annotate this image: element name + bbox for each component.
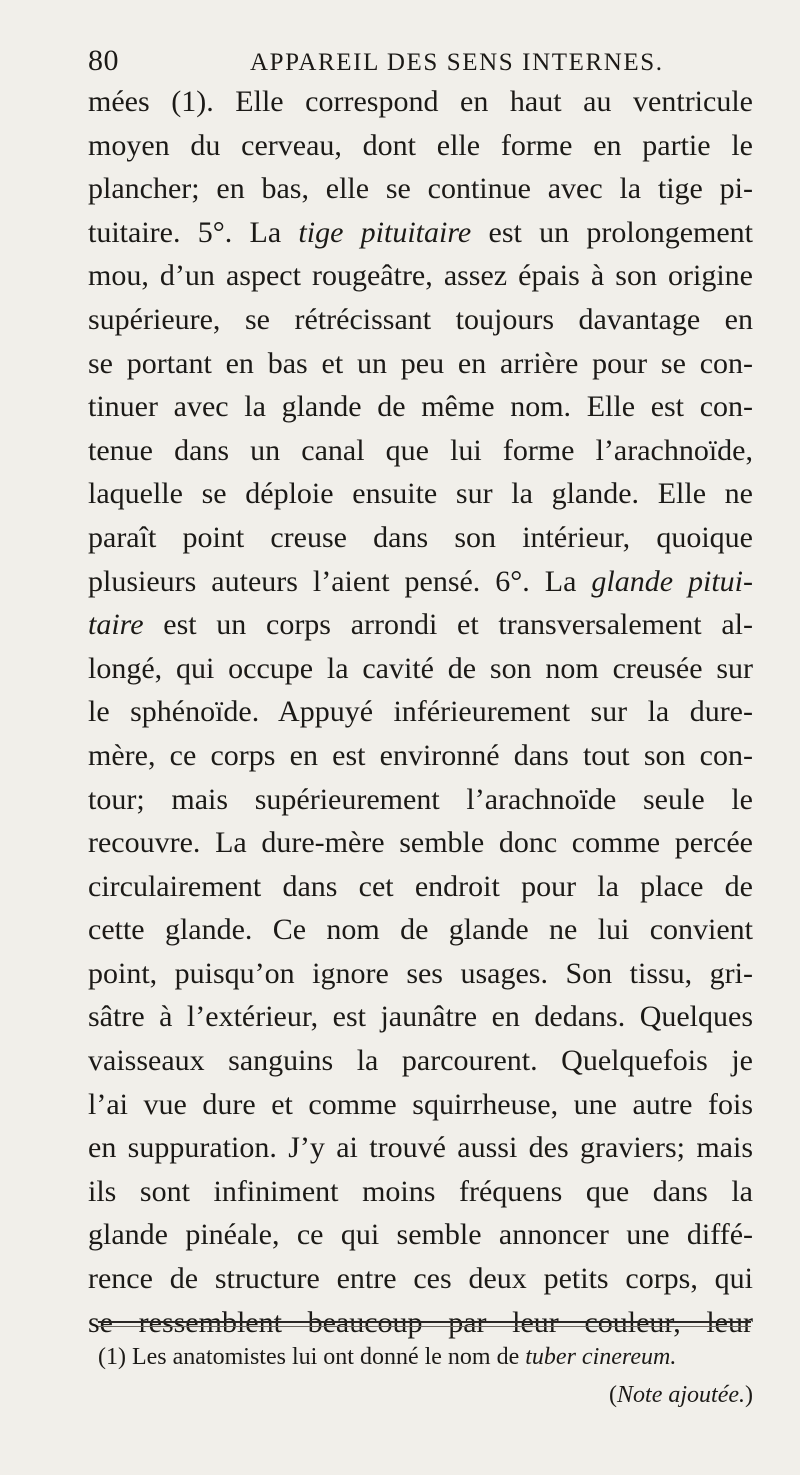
line-text: rence de structure entre ces deux petits corps, qui (88, 1262, 753, 1296)
footnote-note-line (98, 1376, 753, 1414)
line-text: circulairement dans cet endroit pour la place de (88, 869, 753, 903)
line-text: l’ai vue dure et comme squirrheuse, une autre fois (88, 1087, 753, 1121)
line-text: glande pinéale, ce qui semble annoncer une diffé- (88, 1218, 753, 1252)
text-line (88, 298, 753, 342)
footnote-line (98, 1338, 753, 1376)
footnote-paren-close: ) (745, 1382, 753, 1408)
line-text: tinuer avec la glande de même nom. Elle est con- (88, 390, 753, 424)
text-line (88, 80, 753, 124)
text-line (88, 211, 753, 255)
text-line (88, 908, 753, 952)
line-text: laquelle se déploie ensuite sur la glande. Elle ne (88, 477, 753, 511)
line-text: le sphénoïde. Appuyé inférieurement sur la dure- (88, 695, 753, 729)
line-text: cette glande. Ce nom de glande ne lui convient (88, 913, 753, 947)
line-text: paraît point creuse dans son intérieur, quoique (88, 520, 753, 554)
footnote-paren-open: ( (609, 1382, 618, 1408)
line-text: plusieurs auteurs l’aient pensé. 6°. La (88, 564, 592, 598)
text-line (88, 385, 753, 429)
text-line (88, 778, 753, 822)
line-text: supérieure, se rétrécissant toujours davantage en (88, 302, 753, 336)
text-line (88, 1170, 753, 1214)
text-line (88, 734, 753, 778)
line-text: tuitaire. 5°. La (88, 215, 299, 249)
line-text: moyen du cerveau, dont elle forme en partie le (88, 128, 753, 162)
text-line (88, 1213, 753, 1257)
line-text: tenue dans un canal que lui forme l’arachnoïde, (88, 433, 753, 467)
line-text: est un prolongement (471, 215, 753, 249)
text-line (88, 865, 753, 909)
page-number: 80 (88, 44, 119, 77)
text-line (88, 560, 753, 604)
line-text: se portant en bas et un peu en arrière pour se con- (88, 346, 753, 380)
footnote-latin-term: tuber cinereum. (525, 1344, 677, 1370)
line-text: ils sont infiniment moins fréquens que dans la (88, 1174, 753, 1208)
text-line (88, 690, 753, 734)
text-line (88, 1257, 753, 1301)
text-line (88, 516, 753, 560)
italic-term: tige pituitaire (298, 215, 472, 249)
running-head: APPAREIL DES SENS INTERNES. (250, 49, 664, 76)
text-line (88, 167, 753, 211)
line-text: se ressemblent beaucoup par leur couleur, leur (88, 1305, 753, 1339)
line-text: sâtre à l’extérieur, est jaunâtre en dedans. Quelques (88, 1000, 753, 1034)
footnote (98, 1338, 753, 1414)
text-line (88, 429, 753, 473)
line-text: vaisseaux sanguins la parcourent. Quelquefois je (88, 1044, 753, 1078)
line-text: longé, qui occupe la cavité de son nom creusée sur (88, 651, 753, 685)
page-header (88, 44, 748, 78)
line-text: est un corps arrondi et transversalement al- (143, 608, 753, 642)
text-line (88, 647, 753, 691)
text-line (88, 342, 753, 386)
footnote-added-note: Note ajoutée. (617, 1382, 745, 1408)
italic-term: taire (88, 608, 144, 642)
text-line (88, 472, 753, 516)
footnote-text: (1) Les anatomistes lui ont donné le nom de (98, 1344, 526, 1370)
text-line (88, 1126, 753, 1170)
line-text: mées (1). Elle correspond en haut au ventricule (88, 85, 753, 118)
italic-term: glande pitui- (591, 564, 753, 598)
text-line (88, 952, 753, 996)
text-line (88, 603, 753, 647)
text-line (88, 1039, 753, 1083)
text-line (88, 124, 753, 168)
line-text: mou, d’un aspect rougeâtre, assez épais à son origine (88, 259, 753, 293)
footnote-rule-thin (98, 1326, 751, 1327)
line-text: tour; mais supérieurement l’arachnoïde seule le (88, 782, 753, 816)
text-line (88, 995, 753, 1039)
line-text: mère, ce corps en est environné dans tout son con- (88, 738, 753, 772)
footnote-rule (98, 1321, 751, 1323)
text-line (88, 821, 753, 865)
body-text (88, 80, 753, 1344)
line-text: plancher; en bas, elle se continue avec la tige pi- (88, 172, 753, 206)
line-text: recouvre. La dure-mère semble donc comme percée (88, 826, 753, 860)
text-line (88, 1083, 753, 1127)
text-line (88, 254, 753, 298)
line-text: point, puisqu’on ignore ses usages. Son tissu, gri- (88, 956, 753, 990)
line-text: en suppuration. J’y ai trouvé aussi des graviers; mais (88, 1131, 753, 1165)
